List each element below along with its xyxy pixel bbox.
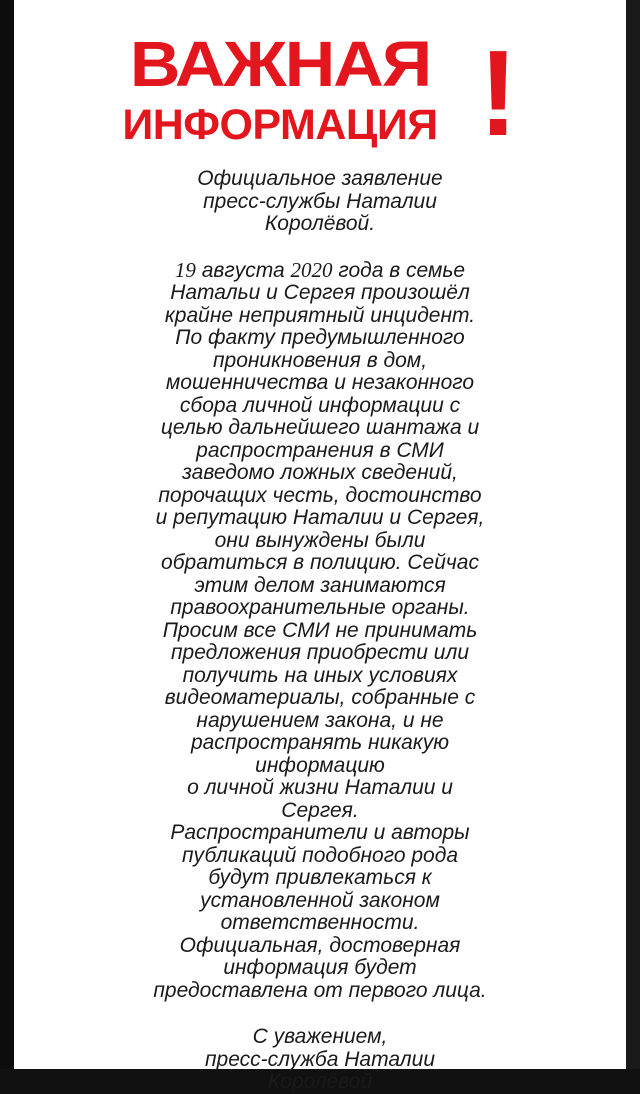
statement-body-line: Распространители и авторы [170,821,470,844]
statement-body-line: предоставлена от первого лица. [153,978,487,1002]
statement-body-line: установленной законом [200,888,440,912]
statement-body-line: о личной жизни Наталии и [187,776,453,799]
signature-line: С уважением, [252,1025,388,1048]
statement-body-line: информацию [255,753,385,777]
statement-body-line: крайне неприятный инцидент. [164,303,476,327]
intro-line: пресс-службы Наталии [203,189,437,213]
statement-body-line: и репутацию Наталии и Сергея, [155,506,485,529]
statement-body-line: целью дальнейшего шантажа и [160,416,480,439]
headline-line-2: ИНФОРМАЦИЯ [122,101,438,149]
date-line-tail: года в семье [332,258,466,282]
statement-body [90,282,550,1002]
statement-body-line: Натальи и Сергея произошёл [170,281,470,304]
headline-line-1: ВАЖНАЯ [129,28,431,100]
right-edge [626,0,640,1069]
date-month: августа [195,258,291,282]
statement-body-line: проникновения в дом, [212,348,428,372]
statement-body-line: заведомо ложных сведений, [182,461,458,484]
statement-body-line: Просим все СМИ не принимать [162,618,478,642]
statement-body-line: правоохранительные органы. [170,596,470,619]
date-year: 2020 [290,257,333,282]
statement-body-line: видеоматериалы, собранные с [164,686,476,709]
signature-line: пресс-служба Наталии [204,1047,436,1071]
statement-body-line: Сергея. [281,798,359,822]
statement-body-line: информация будет [223,956,417,979]
statement-body-line: сбора личной информации с [179,393,461,417]
statement-body-line: Официальная, достоверная [179,933,461,957]
intro-line: Официальное заявление [197,167,443,190]
statement-body-line: они вынуждены были [214,528,426,552]
statement-body-line: распространять никакую [190,731,450,754]
headline [85,25,518,161]
signature-line: Королёвой [267,1070,373,1093]
exclamation-mark: ! [479,25,518,161]
statement-body-line: распространения в СМИ [196,438,444,462]
statement-body-line: нарушением закона, и не [196,708,444,732]
left-edge [0,0,14,1069]
statement-body-line: ответственности. [220,911,420,934]
statement-body-line: этим делом занимаются [194,573,446,597]
statement-body-line: обратиться в полицию. Сейчас [161,551,479,574]
date-line [90,259,550,283]
statement-body-line: получить на иных условиях [182,663,458,687]
statement-body-line: предложения приобрести или [171,641,469,664]
statement-body-line: порочащих честь, достоинство [158,483,482,507]
statement-body-line: публикаций подобного рода [181,843,459,867]
statement-text [90,168,550,1094]
intro-line: Королёвой. [264,212,376,235]
date-day: 19 [174,257,196,282]
statement-body-line: По факту предумышленного [175,326,465,349]
statement-body-line: мошенничества и незаконного [165,371,475,394]
statement-body-line: будут привлекаться к [208,866,432,889]
